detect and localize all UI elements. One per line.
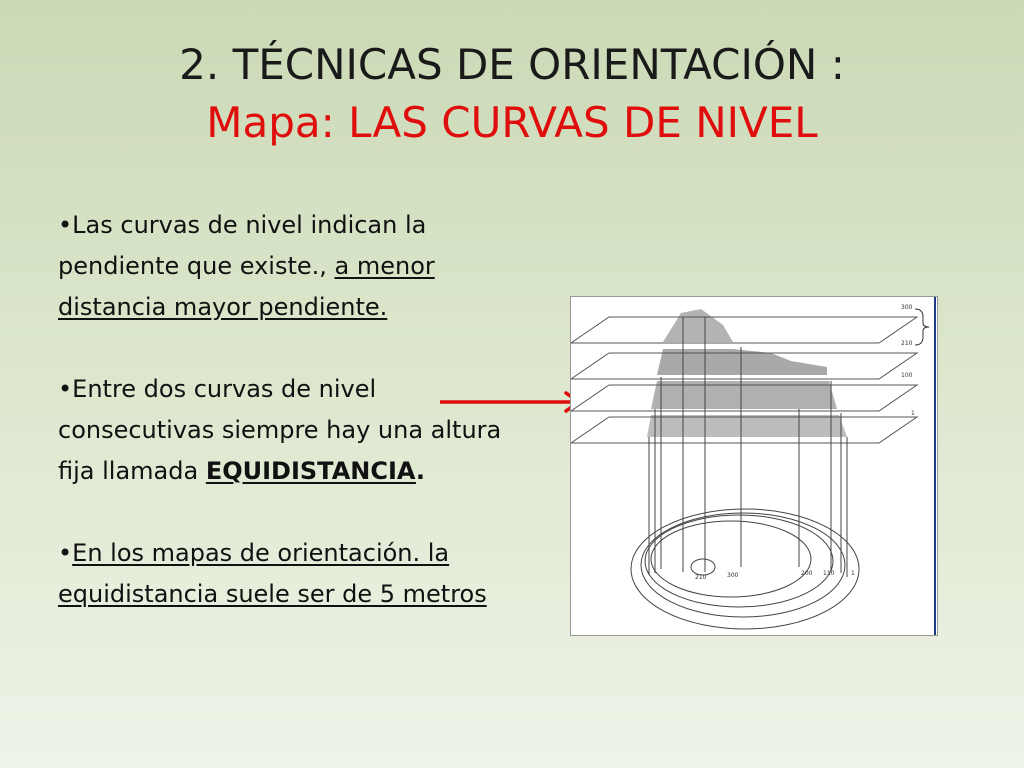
bullet-3	[58, 533, 508, 615]
contour-label-210: 210	[695, 574, 707, 581]
bullet-marker: •	[58, 211, 73, 239]
hill-layer-4	[647, 415, 847, 437]
contour-label-200: 200	[801, 570, 813, 577]
bullet-1-underlined: a menor distancia mayor pendiente.	[58, 252, 435, 321]
bullet-marker: •	[58, 375, 73, 403]
bullet-3-underlined: En los mapas de orientación. la equidistancia suele ser de 5 metros	[58, 539, 487, 608]
bullet-2-text: Entre dos curvas de nivel consecutivas siempre hay una altura fija llamada	[58, 375, 502, 485]
contour-ellipses	[631, 509, 859, 629]
contour-label-300: 300	[727, 572, 739, 579]
plane-label-1: 1	[911, 410, 915, 417]
bullet-2-period: .	[415, 457, 426, 485]
slide-title	[0, 36, 1024, 152]
title-line-1: 2. TÉCNICAS DE ORIENTACIÓN :	[179, 40, 845, 89]
bracket	[915, 309, 929, 345]
bullet-1-text: Las curvas de nivel indican la pendiente que existe.,	[58, 211, 427, 280]
title-line-2: Mapa: LAS CURVAS DE NIVEL	[206, 98, 818, 147]
contour-diagram-svg	[571, 297, 937, 635]
red-arrow-icon	[438, 388, 584, 416]
plane-label-100: 100	[901, 372, 913, 379]
bullet-2-keyword: EQUIDISTANCIA	[205, 457, 416, 485]
plane-label-300: 300	[901, 304, 913, 311]
hill-top-layer	[663, 309, 733, 342]
contour-diagram	[570, 296, 938, 636]
contour-label-110: 110	[823, 570, 835, 577]
contour-label-1: 1	[851, 570, 855, 577]
plane-label-210: 210	[901, 340, 913, 347]
bullet-marker: •	[58, 539, 73, 567]
bullet-1	[58, 205, 508, 328]
